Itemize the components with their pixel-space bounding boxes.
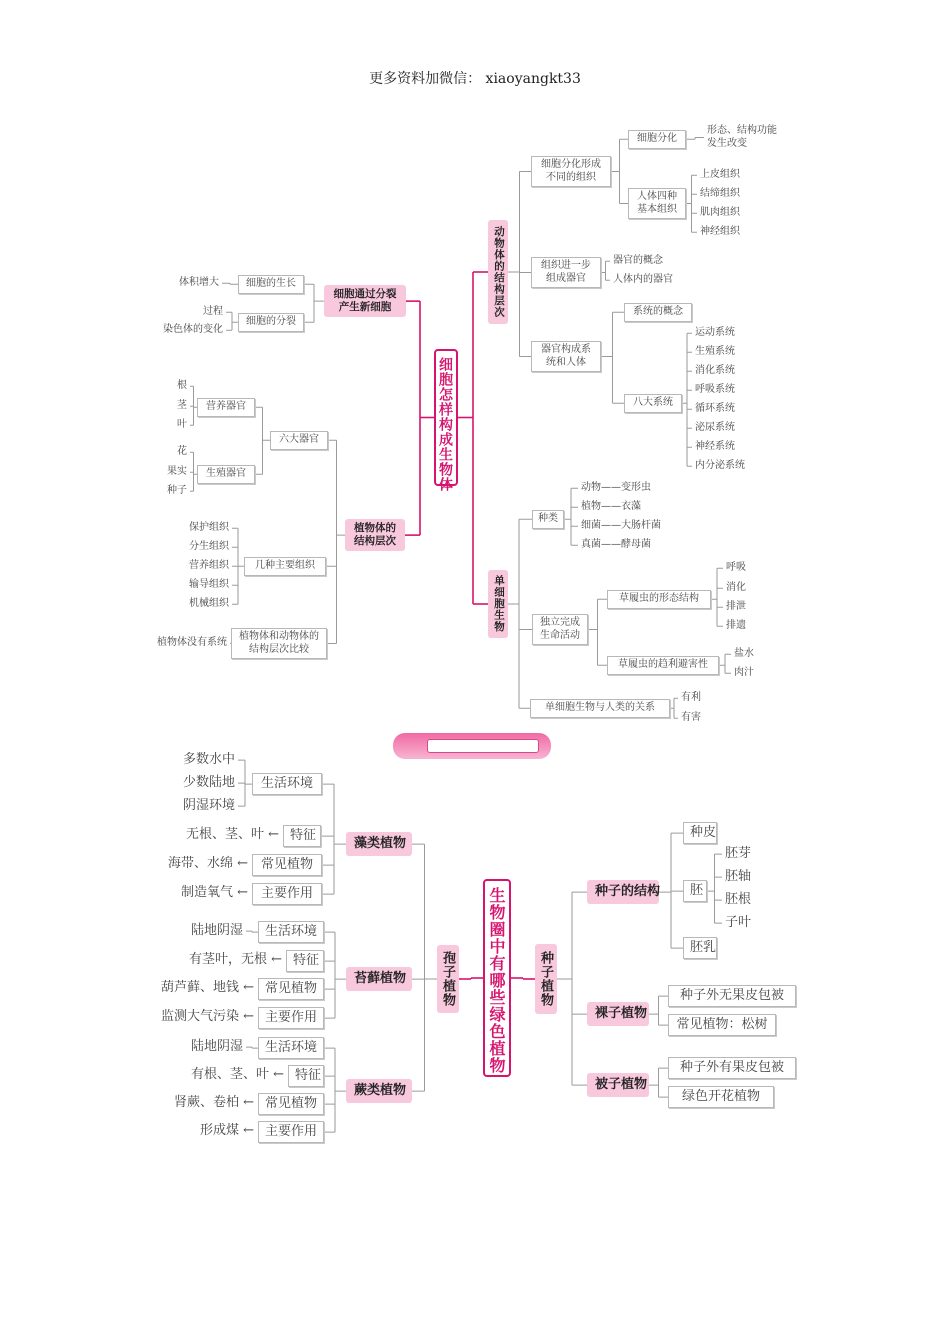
unicellular-humans: 单细胞生物与人类的关系 (530, 699, 670, 718)
organ-root: 根 (177, 380, 187, 391)
fern-feature: 特征 (288, 1065, 324, 1087)
tissue-5: 机械组织 (189, 598, 229, 609)
moss-common-note: 葫芦藓、地钱 ← (140, 979, 257, 997)
system-concept: 系统的概念 (624, 303, 692, 322)
system-5: 循环系统 (695, 403, 735, 414)
basic-tissue-2: 结缔组织 (700, 188, 740, 199)
embryo-part-2: 胚轴 (725, 869, 752, 884)
algae-role: 主要作用 (252, 883, 322, 905)
system-1: 运动系统 (695, 327, 735, 338)
system-2: 生殖系统 (695, 346, 735, 357)
basic-tissue-1: 上皮组织 (700, 169, 740, 180)
cell-split-note-1: 过程 (203, 306, 223, 317)
system-4: 呼吸系统 (695, 384, 735, 395)
system-6: 泌尿系统 (695, 422, 735, 433)
reproduction-organs: 生殖器官 (197, 465, 255, 484)
cell-split: 细胞的分裂 (238, 313, 304, 332)
paramecium-fn-2: 消化 (726, 582, 746, 593)
organ-systems: 器官构成系统和人体 (531, 341, 601, 372)
fern-role-note: 形成煤 ← (170, 1122, 257, 1140)
differentiation-note: 形态、结构功能发生改变 (707, 125, 777, 149)
taxis-2: 肉汁 (734, 667, 754, 678)
moss-feature-note: 有茎叶，无根 ← (160, 951, 285, 969)
moss-role-note: 监测大气污染 ← (130, 1008, 257, 1026)
moss-habitat-note: 陆地阴湿 (190, 923, 243, 938)
unicellular-kinds: 种类 (532, 510, 564, 529)
nutrition-organs: 营养器官 (197, 398, 255, 417)
moss-role: 主要作用 (258, 1007, 324, 1029)
cell-division-topic: 细胞通过分裂产生新细胞 (324, 285, 406, 317)
structure-compare-note: 植物体没有系统 (157, 637, 227, 648)
gymno-feature: 种子外无果皮包被 (668, 985, 796, 1007)
page-header: 更多资料加微信： xiaoyangkt33 (369, 71, 581, 87)
cell-growth: 细胞的生长 (238, 275, 304, 294)
organ-formation: 组织进一步组成器官 (531, 257, 601, 288)
algae-habitat-2: 少数陆地 (182, 775, 235, 790)
system-7: 神经系统 (695, 441, 735, 452)
embryo-part-4: 子叶 (725, 915, 752, 930)
basic-tissue-4: 神经组织 (700, 226, 740, 237)
tissue-2: 分生组织 (189, 541, 229, 552)
independent-life: 独立完成生命活动 (532, 614, 588, 645)
main-tissues: 几种主要组织 (244, 557, 326, 576)
seed-coat: 种皮 (683, 822, 717, 844)
humans-1: 有利 (681, 692, 701, 703)
organ-seed: 种子 (167, 485, 187, 496)
moss-common: 常见植物 (258, 978, 324, 1000)
seed-structure: 种子的结构 (587, 880, 659, 904)
fern-feature-note: 有根、茎、叶 ← (160, 1066, 287, 1084)
kind-3: 细菌——大肠杆菌 (581, 520, 661, 531)
four-basic-tissues: 人体四种基本组织 (628, 188, 686, 219)
spore-plants: 孢子植物 (437, 945, 459, 1013)
humans-2: 有害 (681, 712, 701, 723)
map1-center: 细胞怎样构成生物体 (434, 349, 458, 486)
differentiation: 细胞分化形成不同的组织 (531, 156, 611, 187)
algae-common: 常见植物 (252, 854, 322, 876)
unicellular-topic: 单细胞生物 (488, 570, 508, 638)
fern-habitat-note: 陆地阴湿 (190, 1039, 243, 1054)
cell-differentiation: 细胞分化 (628, 130, 686, 149)
eight-systems: 八大系统 (624, 394, 682, 413)
paramecium-fn-3: 排泄 (726, 601, 746, 612)
cell-split-note-2: 染色体的变化 (163, 324, 223, 335)
algae-habitat-1: 多数水中 (182, 752, 235, 767)
moss-topic: 苔藓植物 (346, 967, 412, 991)
gymnosperm-topic: 裸子植物 (587, 1002, 649, 1026)
kind-2: 植物——衣藻 (581, 501, 641, 512)
system-8: 内分泌系统 (695, 460, 745, 471)
embryo-part-3: 胚根 (725, 892, 752, 907)
cell-growth-note: 体积增大 (179, 277, 219, 288)
map2-center: 生物圈中有哪些绿色植物 (483, 879, 511, 1077)
tissue-3: 营养组织 (189, 560, 229, 571)
fern-topic: 蕨类植物 (346, 1079, 412, 1103)
paramecium-fn-1: 呼吸 (726, 562, 746, 573)
angio-flowering: 绿色开花植物 (668, 1086, 774, 1108)
embryo: 胚 (683, 880, 707, 902)
taxis-1: 盐水 (734, 648, 754, 659)
algae-role-note: 制造氧气 ← (150, 884, 251, 902)
angio-feature: 种子外有果皮包被 (668, 1057, 796, 1079)
paramecium-fn-4: 排遗 (726, 620, 746, 631)
system-3: 消化系统 (695, 365, 735, 376)
organ-flower: 花 (177, 446, 187, 457)
organ-leaf: 叶 (177, 419, 187, 430)
algae-habitat-3: 阴湿环境 (182, 798, 235, 813)
organ-fruit: 果实 (167, 466, 187, 477)
tissue-1: 保护组织 (189, 522, 229, 533)
algae-topic: 藻类植物 (346, 832, 412, 856)
six-organs: 六大器官 (270, 431, 328, 450)
embryo-part-1: 胚芽 (725, 846, 752, 861)
angiosperm-topic: 被子植物 (587, 1073, 649, 1097)
algae-common-note: 海带、水绵 ← (140, 855, 251, 873)
fern-common-note: 肾蕨、卷柏 ← (150, 1094, 257, 1112)
endosperm: 胚乳 (683, 937, 717, 959)
algae-habitat: 生活环境 (252, 773, 322, 795)
structure-compare: 植物体和动物体的结构层次比较 (231, 628, 327, 659)
plant-levels-topic: 植物体的结构层次 (345, 519, 405, 551)
gymno-common: 常见植物：松树 (668, 1014, 776, 1036)
fern-common: 常见植物 (258, 1093, 324, 1115)
fern-habitat: 生活环境 (258, 1037, 324, 1059)
moss-habitat: 生活环境 (258, 921, 324, 943)
body-organs: 人体内的器官 (613, 274, 673, 285)
seed-plants: 种子植物 (535, 944, 557, 1014)
tissue-4: 输导组织 (189, 579, 229, 590)
fern-role: 主要作用 (258, 1121, 324, 1143)
organ-concept: 器官的概念 (613, 255, 663, 266)
paramecium-taxis: 草履虫的趋利避害性 (607, 656, 719, 675)
organ-stem: 茎 (177, 400, 187, 411)
algae-feature: 特征 (283, 825, 321, 847)
paramecium-structure: 草履虫的形态结构 (607, 590, 711, 609)
algae-feature-note: 无根、茎、叶 ← (160, 826, 282, 844)
animal-levels-topic: 动物体的结构层次 (488, 220, 508, 324)
kind-4: 真菌——酵母菌 (581, 539, 651, 550)
section-banner (393, 733, 551, 759)
moss-feature: 特征 (286, 950, 324, 972)
kind-1: 动物——变形虫 (581, 482, 651, 493)
basic-tissue-3: 肌肉组织 (700, 207, 740, 218)
